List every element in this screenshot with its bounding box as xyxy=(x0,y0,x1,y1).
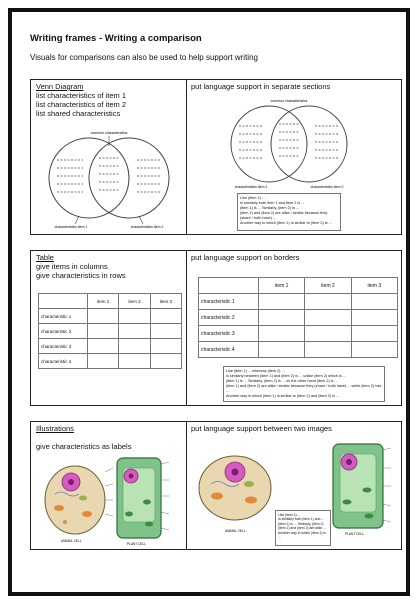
row-header: characteristic 1 xyxy=(39,309,88,324)
column-header: item 1 xyxy=(88,294,119,309)
venn-line-2: list characteristics of item 2 xyxy=(36,100,127,109)
support-line: Another way in which (item 1) is similar to (item 2) is ... xyxy=(240,221,332,225)
row-header: characteristic 3 xyxy=(199,326,259,342)
venn-common-label: common characteristics xyxy=(90,131,128,135)
illustrations-right-heading: put language support between two images xyxy=(191,424,332,433)
animal-cell-title: ANIMAL CELL xyxy=(225,529,246,533)
page-title: Writing frames - Writing a comparison xyxy=(30,33,202,44)
venn-heading: Venn Diagram xyxy=(36,82,84,91)
support-line: (item 1) is ... Similarly, (item 2) xyxy=(278,521,324,526)
panel-divider xyxy=(186,80,187,234)
venn-diagram-right xyxy=(219,96,359,190)
panel-divider xyxy=(186,422,187,549)
support-line: Is similarly both item 1 and item 2 is ... xyxy=(240,201,305,205)
support-line: Like (item 1) ... xyxy=(240,196,266,200)
row-header: characteristic 4 xyxy=(199,342,259,358)
column-header: item 1 xyxy=(259,278,305,294)
illustrations-language-support-box xyxy=(275,510,331,546)
venn-right-item1-label: characteristics item 1 xyxy=(234,185,268,189)
column-header: item 2 xyxy=(119,294,150,309)
row-header: characteristic 3 xyxy=(39,339,88,354)
support-line: (item 1) and (item 2) are alike / similar because they (share / both have) ... xyxy=(240,211,328,220)
support-line: Another way in which (item 1) is ... xyxy=(278,530,326,540)
animal-cell-title: ANIMAL CELL xyxy=(61,539,82,543)
row-header: characteristic 1 xyxy=(199,294,259,310)
venn-item1-label: characteristics item 1 xyxy=(54,225,88,229)
column-header: item 3 xyxy=(150,294,181,309)
venn-item2-label: characteristics item 2 xyxy=(130,225,164,229)
support-line: Another way in which (item 1) is similar to (item 2) and (item 2) is ... xyxy=(226,394,340,398)
support-line: (item 1) is ... Similarly, (item 2) is ... xyxy=(240,206,299,210)
plant-cell-title: PLANT CELL xyxy=(127,542,147,546)
support-line: (item 1) and (item 2) are alike ... xyxy=(278,526,327,531)
table-line-1: give items in columns xyxy=(36,262,108,271)
table-panel xyxy=(30,250,402,406)
support-line: Like (item 1) ... whereas (item 2) ... xyxy=(226,369,285,373)
cell-illustrations-left xyxy=(35,452,183,548)
column-header: item 3 xyxy=(351,278,397,294)
panel-divider xyxy=(186,251,187,405)
support-line: Is similarly both (item 1) and ... xyxy=(278,517,325,522)
venn-diagram-left xyxy=(39,128,179,230)
table-heading: Table xyxy=(36,253,54,262)
row-header: characteristic 4 xyxy=(39,354,88,369)
support-line: (item 1) and (item 2) are alike / similar because they (share / both have) ... while (item 2) has ... xyxy=(226,384,382,393)
support-line: (item 1) is ... Similarly, (item 2) is ... on the other hand (item 2) is ... xyxy=(226,379,338,383)
venn-right-common-label: common characteristics xyxy=(270,99,308,103)
illustrations-line: give characteristics as labels xyxy=(36,442,132,451)
venn-line-1: list characteristics of item 1 xyxy=(36,91,127,100)
row-header: characteristic 2 xyxy=(199,310,259,326)
illustrations-heading: Illustrations xyxy=(36,424,74,433)
venn-right-item2-label: characteristics item 2 xyxy=(310,185,344,189)
table-line-2: give characteristics in rows xyxy=(36,271,126,280)
comparison-table-left xyxy=(38,293,182,369)
column-header: item 2 xyxy=(305,278,351,294)
row-header: characteristic 2 xyxy=(39,324,88,339)
support-line: is similarly between (item 1) and (item 2) is ... unlike (item 2) which is ... xyxy=(226,374,346,378)
venn-language-support-box xyxy=(237,193,341,231)
support-line: Like (item 1) ... xyxy=(278,513,301,517)
venn-panel xyxy=(30,79,402,235)
illustrations-panel xyxy=(30,421,402,550)
table-language-support-box xyxy=(223,366,385,402)
venn-right-heading: put language support in separate sections xyxy=(191,82,331,91)
table-right-heading: put language support on borders xyxy=(191,253,300,262)
comparison-table-right xyxy=(198,277,398,358)
intro-text: Visuals for comparisons can also be used to help support writing xyxy=(30,53,258,62)
plant-cell-title: PLANT CELL xyxy=(345,532,365,536)
venn-line-3: list shared characteristics xyxy=(36,109,121,118)
